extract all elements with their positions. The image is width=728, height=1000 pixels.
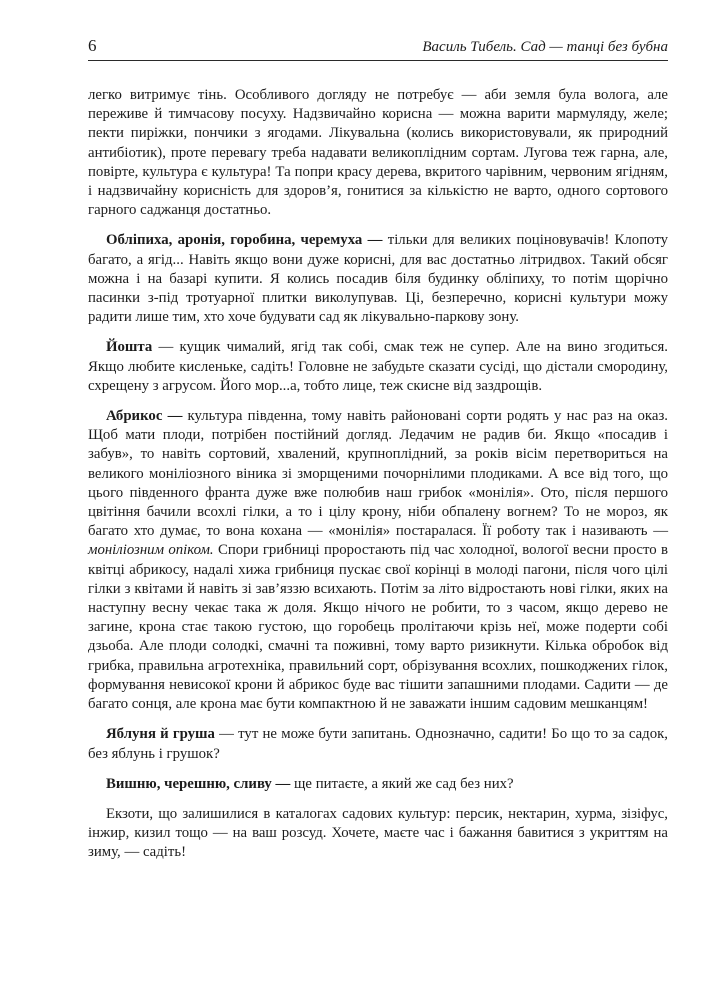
paragraph-apricot [88, 407, 668, 714]
paragraph-text: — кущик чималий, ягід так собі, смак теж не супер. Але на вино згодиться. Якщо любите кисленьке, садіть! Головне не забудьте сказати сусіді, що дістали смородину, схрещену з агрусом. Його мор...а, тобто лице, теж скисне від заздрощів. [88, 339, 668, 394]
paragraph-exotics [88, 805, 668, 863]
paragraph-sea-buckthorn [88, 231, 668, 327]
paragraph-rowan-continued [88, 86, 668, 220]
paragraph-lead: Обліпиха, аронія, горобина, черемуха — [106, 232, 383, 249]
page-number: 6 [88, 36, 97, 55]
paragraph-emphasis: моніліозним опіком. [88, 542, 214, 559]
paragraph-lead: Абрикос — [106, 408, 183, 425]
paragraph-cherry-plum [88, 775, 668, 794]
paragraph-text-after: Спори грибниці проростають під час холодної, вологої весни просто в квітці абрикосу, надалі хижа грибниця пускає свої корінці в молоді пагони, після чого цілі гілки з квітами й навіть зі зав’яззю всихають. Потім за літо відростають нові гілки, яких на наступну весну чекає така ж доля. Якщо нічого не робити, то з часом, якщо дерево не загине, крона стає такою густою, що горобець пролітаючи крізь неї, може подерти собі дзьоба. Але плоди солодкі, смачні та поживні, тому варто ризикнути. Кілька обробок від грибка, правильна агротехніка, правильний сорт, обрізування всохлих, пошкоджених гілок, формування невисокої крони й абрикос буде вас тішити запашними плодами. Садити — де багато сонця, але крона має бути компактною й не заважати іншим садовим мешканцям! [88, 542, 668, 713]
paragraph-text: тільки для великих поціновувачів! Клопоту багато, а ягід... Навіть якщо вони дуже корисні, для вас достатньо літридвох. Такий обсяг можна і на базарі купити. Я колись посадив біля будинку обліпиху, то потім щорічно пасинки з-під тротуарної плитки виколупував. Ці, безперечно, корисні культури можу радити лише тим, хто хоче будувати сад як лікувально-паркову зону. [88, 232, 668, 326]
running-title: Василь Тибель. Сад — танці без бубна [422, 39, 668, 55]
paragraph-text: легко витримує тінь. Особливого догляду не потребує — аби земля була волога, але переживе й тимчасову посуху. Надзвичайно корисна — можна варити мармуляду, желе; пекти пиріжки, пончики з ягодами. Лікувальна (колись використовували, як природний антибіотик), проте перевагу треба надавати великоплідним сортам. Лугова теж гарна, але, повірте, культура є культура! Та попри красу дерева, вкритого чарівним, червоним ягідням, і надзвичайну корисність для здоров’я, гонитися за кількістю не варто, одного сортового гарного саджанця достатньо. [88, 87, 668, 219]
paragraph-lead: Яблуня й груша [106, 726, 215, 743]
paragraph-text: культура південна, тому навіть районовані сорти родять у нас раз на оказ. Щоб мати плоди, потрібен постійний догляд. Ледачим не радив би. Якщо «посадив і забув», то навіть сортовий, хвалений, крупноплідний, за років вісім перетвориться на великого моніліозного віника зі зморщеними почорнілими плодиками. А все від того, що цього південного франта дуже вже полюбив наш грибок «монілія». Ото, після першого цвітіння бачили всохлі гілки, а то і цілу крону, ніби обпалену вогнем? То не мороз, як багато хто думає, то вона кохана — «монілія» постаралася. Її роботу так і називають — [88, 408, 668, 540]
paragraph-jostaberry [88, 338, 668, 396]
paragraph-apple-pear [88, 725, 668, 763]
paragraph-lead: Йошта [106, 339, 153, 356]
paragraph-text: ще питаєте, а який же сад без них? [290, 775, 514, 792]
page-header [88, 36, 668, 61]
paragraph-text: Екзоти, що залишилися в каталогах садових культур: персик, нектарин, хурма, зізіфус, інжир, кизил тощо — на ваш розсуд. Хочете, маєте час і бажання бавитися з укриттям на зиму, — садіть! [88, 805, 668, 861]
paragraph-lead: Вишню, черешню, сливу — [106, 775, 291, 792]
body-text [88, 86, 668, 874]
paragraph-text: — тут не може бути запитань. Однозначно, садити! Бо що то за садок, без яблунь і грушок? [88, 726, 668, 762]
